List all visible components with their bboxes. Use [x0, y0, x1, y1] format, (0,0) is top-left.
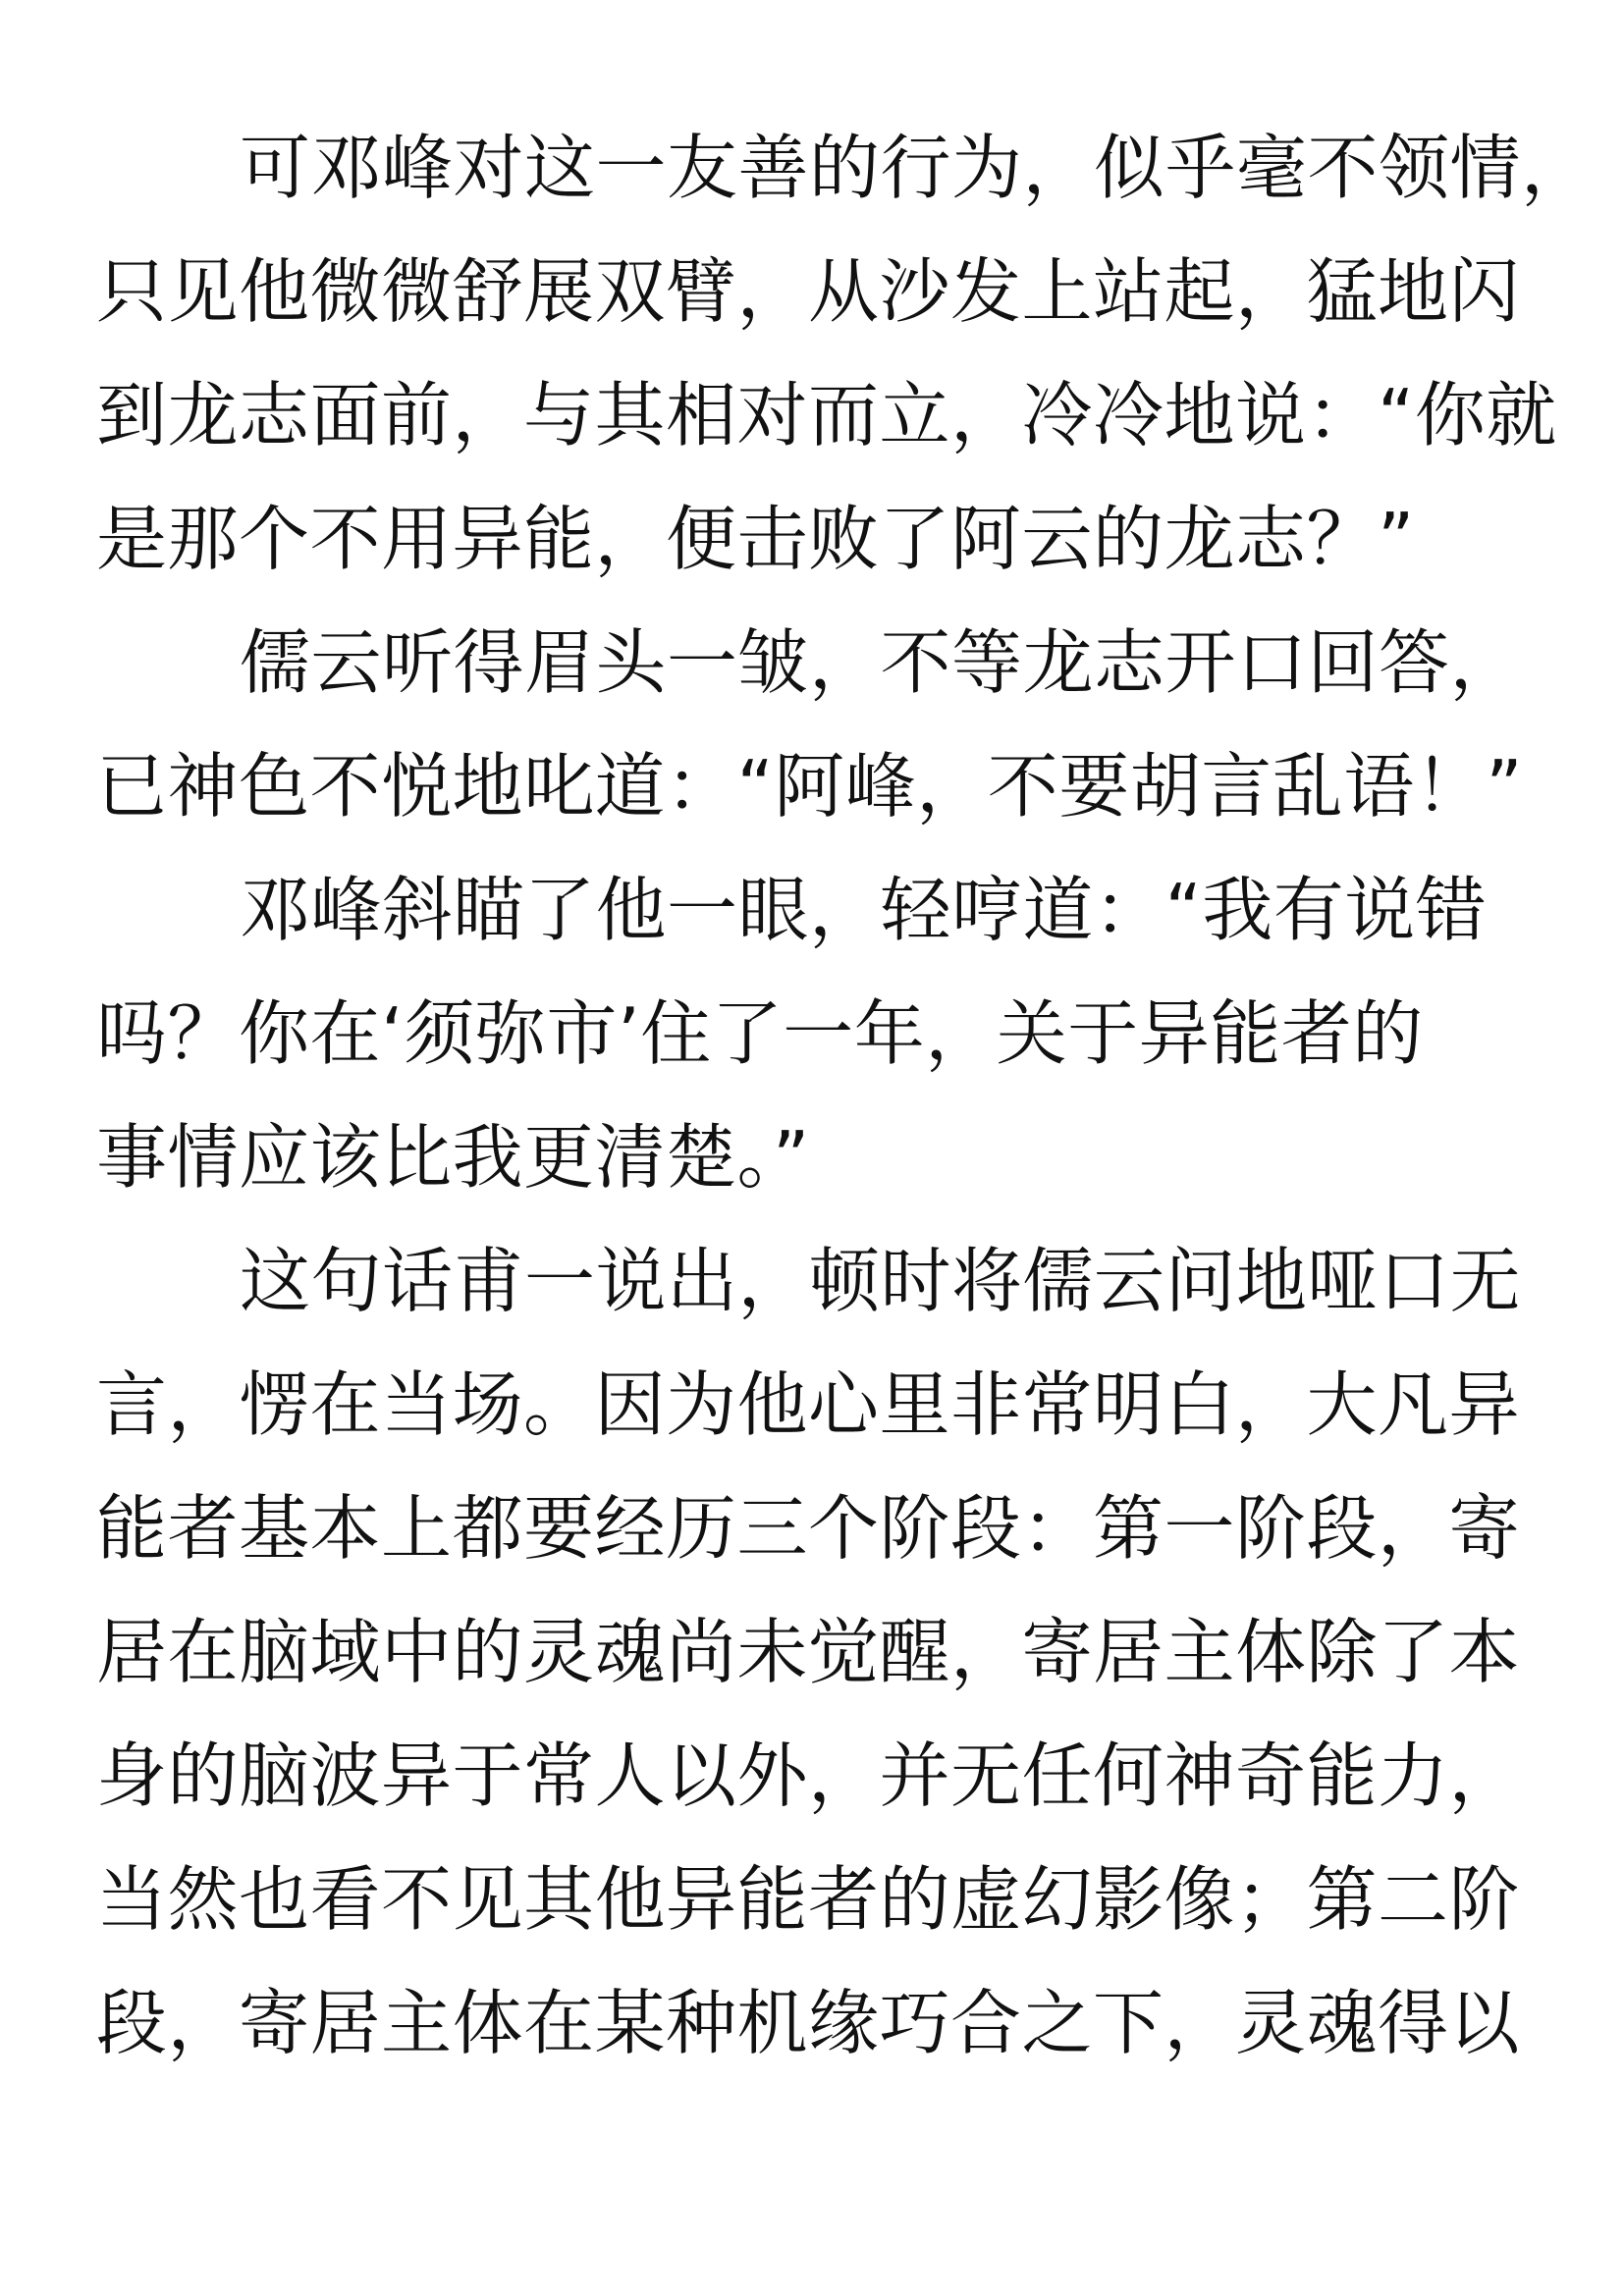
text-line: 可邓峰对这一友善的行为，似乎毫不领情，: [240, 127, 1593, 209]
paragraph-4: [96, 1219, 1535, 2085]
text-line: 事情应该比我更清楚。”: [96, 1116, 810, 1199]
text-line: 到龙志面前，与其相对而立，冷冷地说：“你就: [96, 374, 1557, 456]
text-line: 已神色不悦地叱道：“阿峰，不要胡言乱语！”: [96, 745, 1524, 828]
text-line: 吗？你在‘须弥市’住了一年，关于异能者的: [96, 992, 1424, 1075]
text-line: 段，寄居主体在某种机缘巧合之下，灵魂得以: [96, 1982, 1521, 2064]
paragraph-3: [96, 848, 1535, 1219]
text-line: 只见他微微舒展双臂，从沙发上站起，猛地闪: [96, 250, 1521, 333]
text-line: 儒云听得眉头一皱，不等龙志开口回答，: [240, 621, 1522, 704]
text-line: 能者基本上都要经历三个阶段：第一阶段，寄: [96, 1487, 1521, 1570]
text-line: 身的脑波异于常人以外，并无任何神奇能力，: [96, 1735, 1521, 1817]
document-body: [96, 106, 1593, 2085]
paragraph-2: [96, 601, 1535, 848]
text-line: 当然也看不见其他异能者的虚幻影像；第二阶: [96, 1858, 1521, 1941]
text-line: 是那个不用异能，便击败了阿云的龙志？”: [96, 498, 1415, 580]
text-line: 邓峰斜瞄了他一眼，轻哼道：“我有说错: [240, 869, 1488, 951]
text-line: 言，愣在当场。因为他心里非常明白，大凡异: [96, 1363, 1521, 1446]
text-line: 这句话甫一说出，顿时将儒云问地哑口无: [240, 1240, 1522, 1322]
paragraph-1: [96, 106, 1593, 601]
text-line: 居在脑域中的灵魂尚未觉醒，寄居主体除了本: [96, 1611, 1521, 1693]
